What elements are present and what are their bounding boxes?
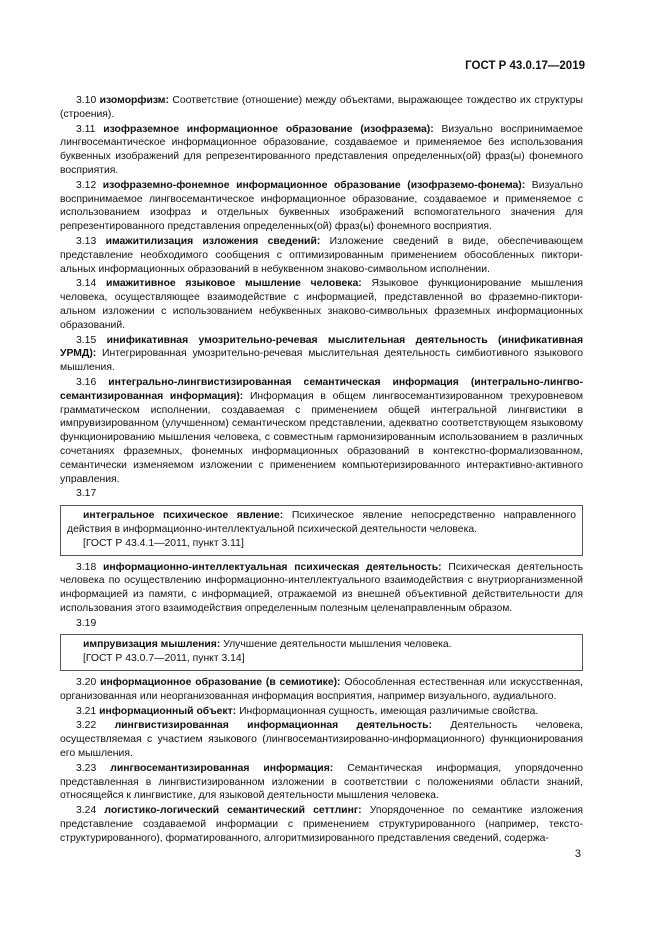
- term-entry: 3.23 лингвосемантизированная информация: Семантическая информация, упорядоченно представленная в лингвистизированном изложении в соответствии с положениями области знаний, относящейся к лингвистике, для языковой деятельности мышления человека.: [60, 762, 584, 802]
- term-entry: 3.15 инификативная умозрительно-речевая мыслительная деятельность (инификативная УРМД): Интегрированная умозрительно-речевая мыслительная деятельность симбиотивного языкового мышления.: [60, 334, 584, 374]
- term-entry: 3.18 информационно-интеллектуальная психическая деятельность: Психическая деятельность человека по осуществлению информационно-интеллектуального взаимодействия с внутриорганизменной информацией из памяти, с информацией, отражаемой из внешней объективной действительности для использования этого взаимодействия определенным полезным целенаправленным образом.: [60, 561, 584, 614]
- standard-id: ГОСТ Р 43.0.17—2019: [465, 60, 585, 72]
- term-entry: 3.16 интегрально-лингвистизированная семантическая информация (интегрально-лингвосемантизированная информация): Информация в общем лингвосемантизированном трехуровневом грамматическом исполнении, создаваемая с применением общей интегральной лингвистики в импрувизированном (улучшенном) семантическом представлении, адекватно соответствующем языковому функционированию мышления человека, с совместным гармонизированным использованием в различных сочетаниях фраземных, фонемных информационных образований в контекстно-формализованном, семантически изменяемом изложении с применением компьютеризированного интерактивно-активного управления.: [60, 376, 583, 485]
- page-number: 3: [574, 848, 581, 860]
- term-entry: 3.21 информационный объект: Информационная сущность, имеющая различимые свойства.: [76, 705, 539, 717]
- source-reference: [ГОСТ Р 43.0.7—2011, пункт 3.14]: [83, 653, 245, 665]
- term-entry: 3.22 лингвистизированная информационная деятельность: Деятельность человека, осуществляемая с участием языкового (лингвосемантизированно-информационного) функционирования его мышления.: [60, 720, 583, 760]
- source-reference: [ГОСТ Р 43.4.1—2011, пункт 3.11]: [83, 537, 244, 549]
- term-number-3-17: 3.17: [76, 488, 97, 500]
- reference-box-3-19: [60, 634, 583, 671]
- term-entry: 3.14 имажитивное языковое мышление человека: Языковое функционирование мышления человека, осуществляющее взаимодействие с информацией, представленной во фраземно-пикториальном изложении с использованием небуквенных знаково-символьных фраземных информационных образований.: [60, 278, 584, 331]
- boxed-term: импрувизация мышления: Улучшение деятельности мышления человека.: [83, 639, 452, 651]
- reference-box-3-17: [60, 505, 583, 555]
- terms-section-b: [60, 676, 583, 846]
- boxed-term: интегральное психическое явление: Психическое явление непосредственно направленного действия в информационно-интеллектуальной психической деятельности человека.: [67, 510, 576, 535]
- term-entry: 3.24 логистико-логический семантический сеттлинг: Упорядоченное по семантике изложения представление создаваемой информации с применением структурированного (например, текстоструктурированного), форматированного, алгоритмизированного представления сведений, содержа-: [60, 805, 584, 844]
- term-entry: 3.11 изофраземное информационное образование (изофразема): Визуально воспринимаемое лингвосемантическое информационное образование, создаваемое и применяемое без использования буквенных изображений для репрезентированного представления определенных(ой) фраз(ы) фонемного восприятия.: [60, 123, 584, 176]
- document-body: [60, 94, 583, 847]
- term-entry: 3.12 изофраземно-фонемное информационное образование (изофраземо-фонема): Визуально воспринимаемое лингвосемантическое информационное образование, создаваемое и применяемое с использованием изофраз и отдельных буквенных изображений вспомогательного значения для репрезентированного представления определенных(ой) фраз(ы) фонемного восприятия.: [60, 179, 583, 233]
- term-entry: 3.20 информационное образование (в семиотике): Обособленная естественная или искусственная, организованная или неорганизованная информация восприятия, например визуального, аудиального.: [60, 677, 583, 702]
- term-entry: 3.10 изоморфизм: Соответствие (отношение) между объектами, выражающее тождество их структуры (строения).: [60, 95, 583, 120]
- document-header: [465, 60, 585, 72]
- terms-section-a: [60, 94, 583, 486]
- term-number-3-19: 3.19: [76, 617, 97, 629]
- term-entry: 3.13 имажитилизация изложения сведений: Изложение сведений в виде, обеспечивающем представление необходимого сообщения с оптимизированным применением обособленных пикториальных информационных образований в небуквенном знаково-символьном исполнении.: [60, 235, 584, 275]
